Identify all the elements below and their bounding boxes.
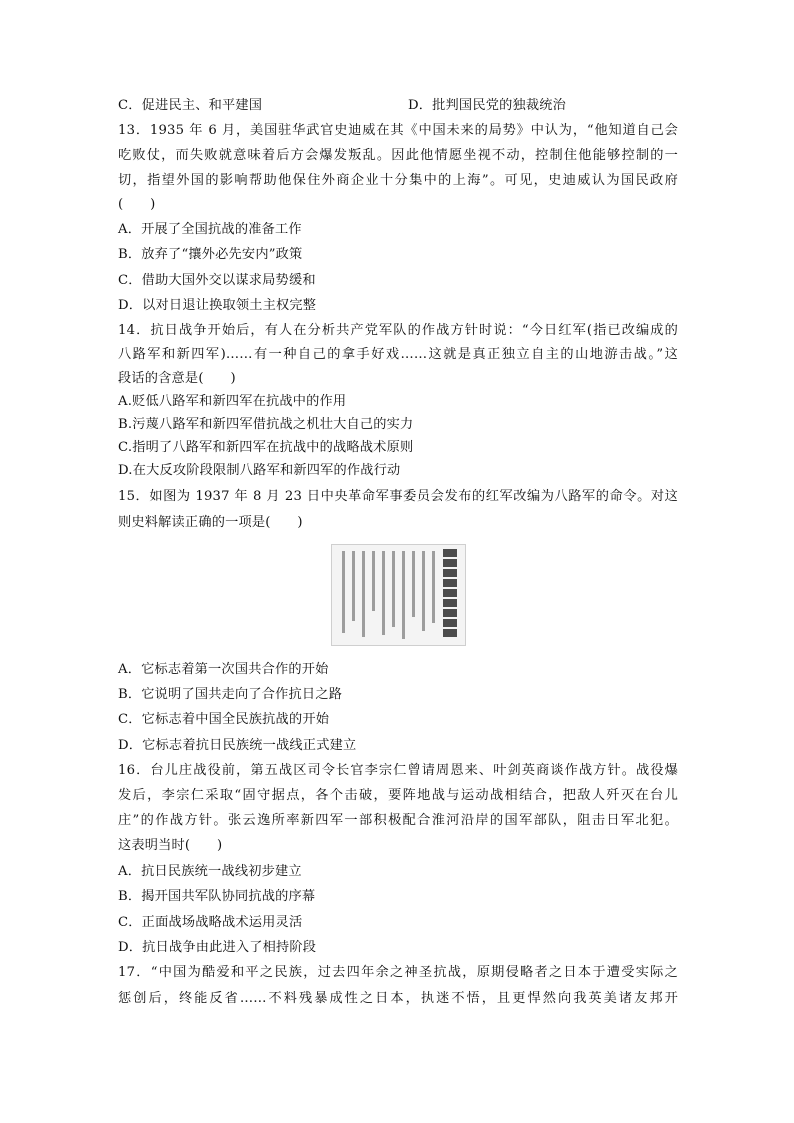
option-b-q13: B．放弃了“攘外必先安内”政策: [118, 247, 303, 262]
option-a-q16: A．抗日民族统一战线初步建立: [118, 864, 302, 879]
option-a-q14: A.贬低八路军和新四军在抗战中的作用: [118, 394, 347, 409]
question-16-line-1: 16．台儿庄战役前，第五战区司令长官李宗仁曾请周恩来、叶剑英商谈作战方针。战役爆: [118, 763, 678, 778]
option-a-q13: A．开展了全国抗战的准备工作: [118, 222, 302, 237]
option-c-q15: C．它标志着中国全民族抗战的开始: [118, 712, 330, 727]
option-d-q12: D．批判国民党的独裁统治: [408, 98, 567, 113]
option-c-q16: C．正面战场战略战术运用灵活: [118, 915, 303, 930]
option-d-q14: D.在大反攻阶段限制八路军和新四军的作战行动: [118, 463, 401, 478]
option-c-q12: [118, 97, 678, 115]
option-c-q13: C．借助大国外交以谋求局势缓和: [118, 273, 316, 288]
question-14-line-1: 14．抗日战争开始后，有人在分析共产党军队的作战方针时说：“今日红军(指已改编成的: [118, 323, 678, 338]
option-a-q15: A．它标志着第一次国共合作的开始: [118, 662, 329, 677]
question-13-blank: ( ): [118, 197, 156, 212]
historical-document-image: [331, 544, 466, 646]
question-15-line-2: 则史料解读正确的一项是( ): [118, 515, 303, 530]
option-b-q14: B.污蔑八路军和新四军借抗战之机壮大自己的实力: [118, 417, 414, 432]
question-16-line-2: 发后，李宗仁采取“固守据点，各个击破，要阵地战与运动战相结合，把敌人歼灭在台儿: [118, 788, 678, 803]
question-16-line-3: 庄”的作战方针。张云逸所率新四军一部积极配合淮河沿岸的国军部队，阻击日军北犯。: [118, 813, 678, 828]
question-13-line-3: 切，指望外国的影响帮助他保住外商企业十分集中的上海”。可见，史迪威认为国民政府: [118, 173, 678, 188]
question-15-line-1: 15．如图为 1937 年 8 月 23 日中央革命军事委员会发布的红军改编为八路军的命令。对这: [118, 489, 678, 504]
question-13-line-1: 13．1935 年 6 月，美国驻华武官史迪威在其《中国未来的局势》中认为，“他知道自己会: [118, 123, 678, 138]
question-17-line-2: 惩创后，终能反省……不料残暴成性之日本，执迷不悟，且更悍然向我英美诸友邦开: [118, 991, 678, 1006]
option-c-q14: C.指明了八路军和新四军在抗战中的战略战术原则: [118, 440, 414, 455]
option-text: C．促进民主、和平建国: [118, 98, 263, 113]
option-d-q16: D．抗日战争由此进入了相持阶段: [118, 940, 317, 955]
option-d-q15: D．它标志着抗日民族统一战线正式建立: [118, 738, 357, 753]
question-14-line-2: 八路军和新四军)……有一种自己的拿手好戏……这就是真正独立自主的山地游击战。”这: [118, 347, 678, 362]
question-17-line-1: 17．“中国为酷爱和平之民族，过去四年余之神圣抗战，原期侵略者之日本于遭受实际之: [118, 965, 678, 980]
question-16-line-4: 这表明当时( ): [118, 838, 223, 853]
question-13-line-2: 吃败仗，而失败就意味着后方会爆发叛乱。因此他情愿坐视不动，控制住他能够控制的一: [118, 148, 678, 163]
option-b-q16: B．揭开国共军队协同抗战的序幕: [118, 889, 316, 904]
option-d-q13: D．以对日退让换取领土主权完整: [118, 298, 317, 313]
option-b-q15: B．它说明了国共走向了合作抗日之路: [118, 687, 343, 702]
question-14-line-3: 段话的含意是( ): [118, 371, 236, 386]
